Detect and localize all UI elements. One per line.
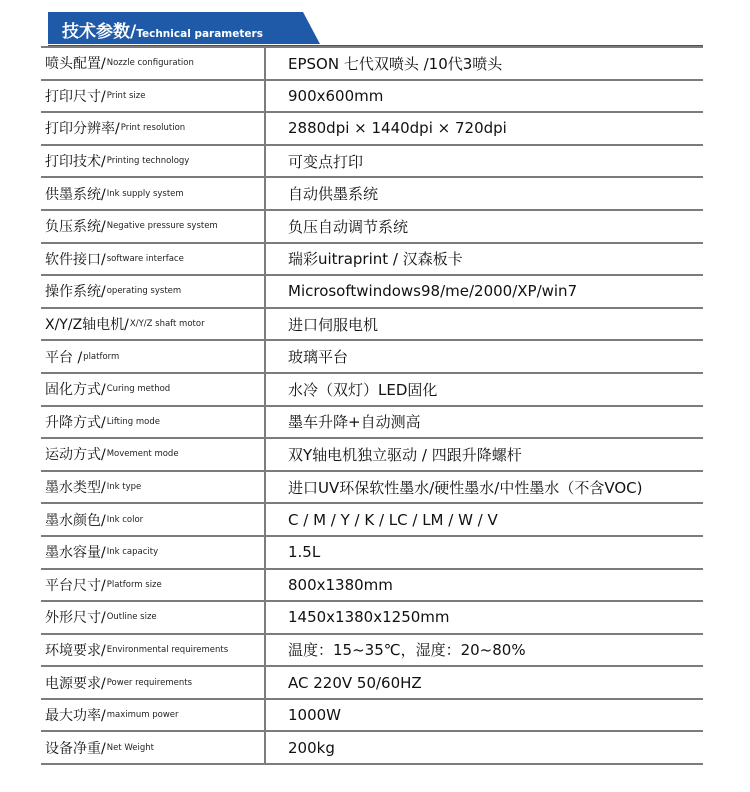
column-divider	[264, 732, 266, 763]
spec-row	[41, 341, 703, 374]
spec-label	[41, 341, 269, 372]
spec-label-en: Print size	[106, 90, 146, 101]
column-divider	[264, 504, 266, 535]
spec-label-en: software interface	[106, 253, 184, 264]
spec-label-cn: 负压系统/	[45, 219, 106, 236]
spec-row	[41, 439, 703, 472]
column-divider	[264, 472, 266, 503]
spec-value: 1.5L	[288, 543, 321, 562]
spec-label-en: Curing method	[106, 384, 171, 395]
section-title-cn: 技术参数/	[62, 22, 137, 42]
spec-label	[41, 178, 269, 209]
spec-label	[41, 211, 269, 242]
spec-label-cn: 供墨系统/	[45, 186, 106, 203]
spec-row	[41, 472, 703, 505]
spec-row	[41, 602, 703, 635]
section-header	[48, 12, 703, 44]
spec-row	[41, 700, 703, 733]
spec-label-en: Printing technology	[106, 156, 190, 167]
column-divider	[264, 374, 266, 405]
spec-label-en: Movement mode	[106, 449, 179, 460]
spec-label-cn: 外形尺寸/	[45, 610, 106, 627]
column-divider	[264, 276, 266, 307]
spec-label-cn: 打印分辨率/	[45, 121, 120, 138]
spec-label	[41, 407, 269, 438]
spec-row	[41, 113, 703, 146]
spec-label-en: Ink color	[106, 514, 144, 525]
column-divider	[264, 602, 266, 633]
spec-table	[41, 46, 703, 765]
spec-label	[41, 570, 269, 601]
spec-value: C / M / Y / K / LC / LM / W / V	[288, 510, 498, 529]
spec-label	[41, 667, 269, 698]
spec-label-en: Outline size	[106, 612, 157, 623]
spec-row	[41, 211, 703, 244]
column-divider	[264, 81, 266, 112]
spec-label-cn: 设备净重/	[45, 740, 106, 757]
spec-label	[41, 504, 269, 535]
spec-row	[41, 146, 703, 179]
spec-label-cn: 墨水颜色/	[45, 512, 106, 529]
spec-value: 墨车升降+自动测高	[288, 413, 421, 432]
spec-label	[41, 732, 269, 763]
spec-row	[41, 407, 703, 440]
spec-label	[41, 374, 269, 405]
spec-label	[41, 700, 269, 731]
spec-value: 200kg	[288, 738, 335, 757]
spec-label-en: Ink capacity	[106, 547, 159, 558]
spec-row	[41, 570, 703, 603]
spec-label-en: Ink supply system	[106, 188, 184, 199]
column-divider	[264, 537, 266, 568]
spec-label-cn: 升降方式/	[45, 414, 106, 431]
spec-row	[41, 81, 703, 114]
spec-value: EPSON 七代双喷头 /10代3喷头	[288, 54, 503, 73]
spec-label	[41, 537, 269, 568]
spec-value: 2880dpi × 1440dpi × 720dpi	[288, 119, 507, 138]
spec-value: Microsoftwindows98/me/2000/XP/win7	[288, 282, 578, 301]
spec-value: 1450x1380x1250mm	[288, 608, 450, 627]
spec-value: 进口UV环保软性墨水/硬性墨水/中性墨水（不含VOC)	[288, 478, 643, 497]
section-title	[62, 17, 263, 42]
spec-label	[41, 602, 269, 633]
column-divider	[264, 700, 266, 731]
spec-value: 900x600mm	[288, 86, 384, 105]
column-divider	[264, 48, 266, 79]
spec-label	[41, 439, 269, 470]
spec-label	[41, 146, 269, 177]
spec-label-en: Print resolution	[120, 123, 186, 134]
spec-label-cn: X/Y/Z轴电机/	[45, 317, 129, 334]
spec-row	[41, 46, 703, 81]
spec-row	[41, 537, 703, 570]
spec-label-en: Ink type	[106, 482, 142, 493]
column-divider	[264, 113, 266, 144]
column-divider	[264, 635, 266, 666]
spec-label-en: Negative pressure system	[106, 221, 218, 232]
spec-value: 双Y轴电机独立驱动 / 四跟升降螺杆	[288, 445, 522, 464]
spec-row	[41, 732, 703, 765]
spec-value: 瑞彩uitraprint / 汉森板卡	[288, 250, 463, 269]
spec-label-cn: 环境要求/	[45, 642, 106, 659]
spec-label-en: Nozzle configuration	[106, 58, 194, 69]
spec-label	[41, 276, 269, 307]
spec-label-en: Lifting mode	[106, 416, 160, 427]
column-divider	[264, 667, 266, 698]
spec-label-cn: 操作系统/	[45, 284, 106, 301]
spec-label-cn: 电源要求/	[45, 675, 106, 692]
spec-label-en: operating system	[106, 286, 182, 297]
spec-row	[41, 667, 703, 700]
column-divider	[264, 178, 266, 209]
column-divider	[264, 146, 266, 177]
spec-value: 800x1380mm	[288, 575, 393, 594]
spec-label-cn: 平台 /	[45, 349, 83, 366]
spec-row	[41, 504, 703, 537]
spec-label-cn: 最大功率/	[45, 708, 106, 725]
column-divider	[264, 439, 266, 470]
column-divider	[264, 341, 266, 372]
spec-label-cn: 喷头配置/	[45, 56, 106, 73]
spec-row	[41, 635, 703, 668]
spec-label-cn: 墨水容量/	[45, 545, 106, 562]
spec-value: 水冷（双灯）LED固化	[288, 380, 438, 399]
spec-label-cn: 平台尺寸/	[45, 577, 106, 594]
spec-row	[41, 276, 703, 309]
spec-label-en: Net Weight	[106, 742, 154, 753]
column-divider	[264, 309, 266, 340]
spec-label-cn: 打印技术/	[45, 154, 106, 171]
spec-value: 1000W	[288, 706, 342, 725]
column-divider	[264, 211, 266, 242]
spec-label-en: platform	[83, 351, 120, 362]
spec-value: 玻璃平台	[288, 348, 349, 367]
spec-value: 自动供墨系统	[288, 185, 379, 204]
spec-row	[41, 244, 703, 277]
spec-label-en: X/Y/Z shaft motor	[129, 319, 205, 330]
spec-value: 进口伺服电机	[288, 315, 379, 334]
spec-label	[41, 244, 269, 275]
spec-label-en: Environmental requirements	[106, 644, 229, 655]
spec-row	[41, 309, 703, 342]
spec-row	[41, 178, 703, 211]
spec-label-cn: 打印尺寸/	[45, 88, 106, 105]
spec-value: 可变点打印	[288, 152, 364, 171]
spec-label	[41, 309, 269, 340]
spec-label	[41, 48, 269, 79]
spec-label-cn: 软件接口/	[45, 251, 106, 268]
spec-label	[41, 81, 269, 112]
column-divider	[264, 570, 266, 601]
column-divider	[264, 244, 266, 275]
spec-row	[41, 374, 703, 407]
spec-label-cn: 固化方式/	[45, 382, 106, 399]
spec-label-en: maximum power	[106, 710, 179, 721]
spec-value: 负压自动调节系统	[288, 217, 409, 236]
spec-label-cn: 运动方式/	[45, 447, 106, 464]
spec-label	[41, 635, 269, 666]
section-title-en: Technical parameters	[136, 28, 263, 40]
spec-value: 温度：15~35℃，湿度：20~80%	[288, 641, 526, 660]
spec-label-en: Platform size	[106, 579, 162, 590]
spec-value: AC 220V 50/60HZ	[288, 673, 422, 692]
spec-label-cn: 墨水类型/	[45, 480, 106, 497]
spec-label-en: Power requirements	[106, 677, 192, 688]
column-divider	[264, 407, 266, 438]
spec-label	[41, 113, 269, 144]
spec-label	[41, 472, 269, 503]
